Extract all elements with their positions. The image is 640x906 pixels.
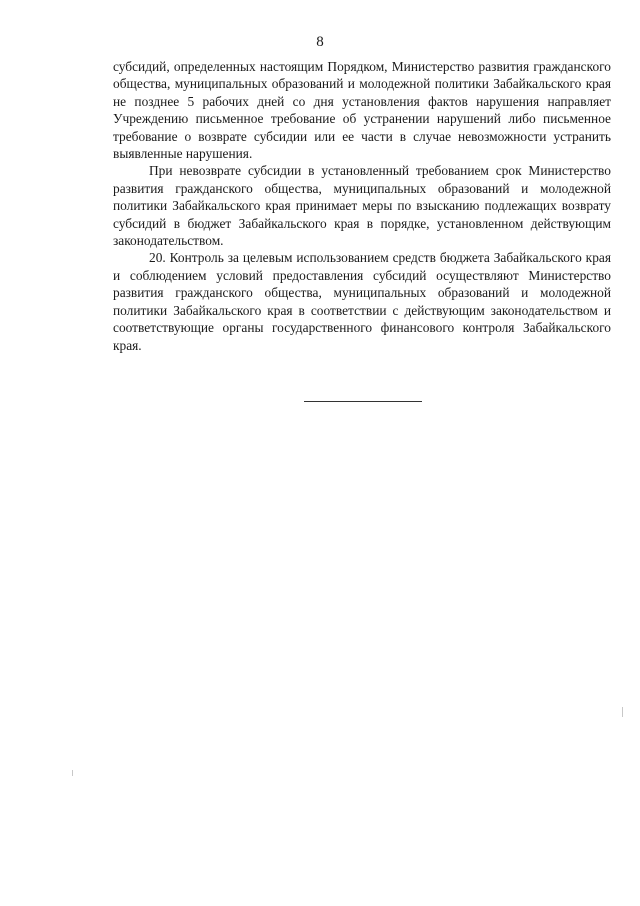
page-number: 8 [316,34,324,50]
paragraph-subsidy-recovery: При невозврате субсидии в установленный требованием срок Министерство развития гражданского общества, муниципальных образований и молодежной политики Забайкальского края принимает меры по взысканию подлежащих возврату субсидий в бюджет Забайкальского края в порядке, установленном действующим законодательством. [113,163,611,249]
paragraph-continuation: субсидий, определенных настоящим Порядком, Министерство развития гражданского общества, муниципальных образований и молодежной политики Забайкальского края не позднее 5 рабочих дней со дня установления фактов нарушения направляет Учреждению письменное требование об устранении нарушений либо письменное требование о возврате субсидии или ее части в случае невозможности устранить выявленные нарушения. [113,59,611,162]
scan-artifact [622,707,623,717]
document-body [113,58,611,354]
scan-artifact [72,770,73,776]
end-of-text-divider [304,401,422,402]
paragraph-clause-20-control: 20. Контроль за целевым использованием средств бюджета Забайкальского края и соблюдением условий предоставления субсидий осуществляют Министерство развития гражданского общества, муниципальных образований и молодежной политики Забайкальского края в соответствии с действующим законодательством и соответствующие органы государственного финансового контроля Забайкальского края. [113,250,611,353]
